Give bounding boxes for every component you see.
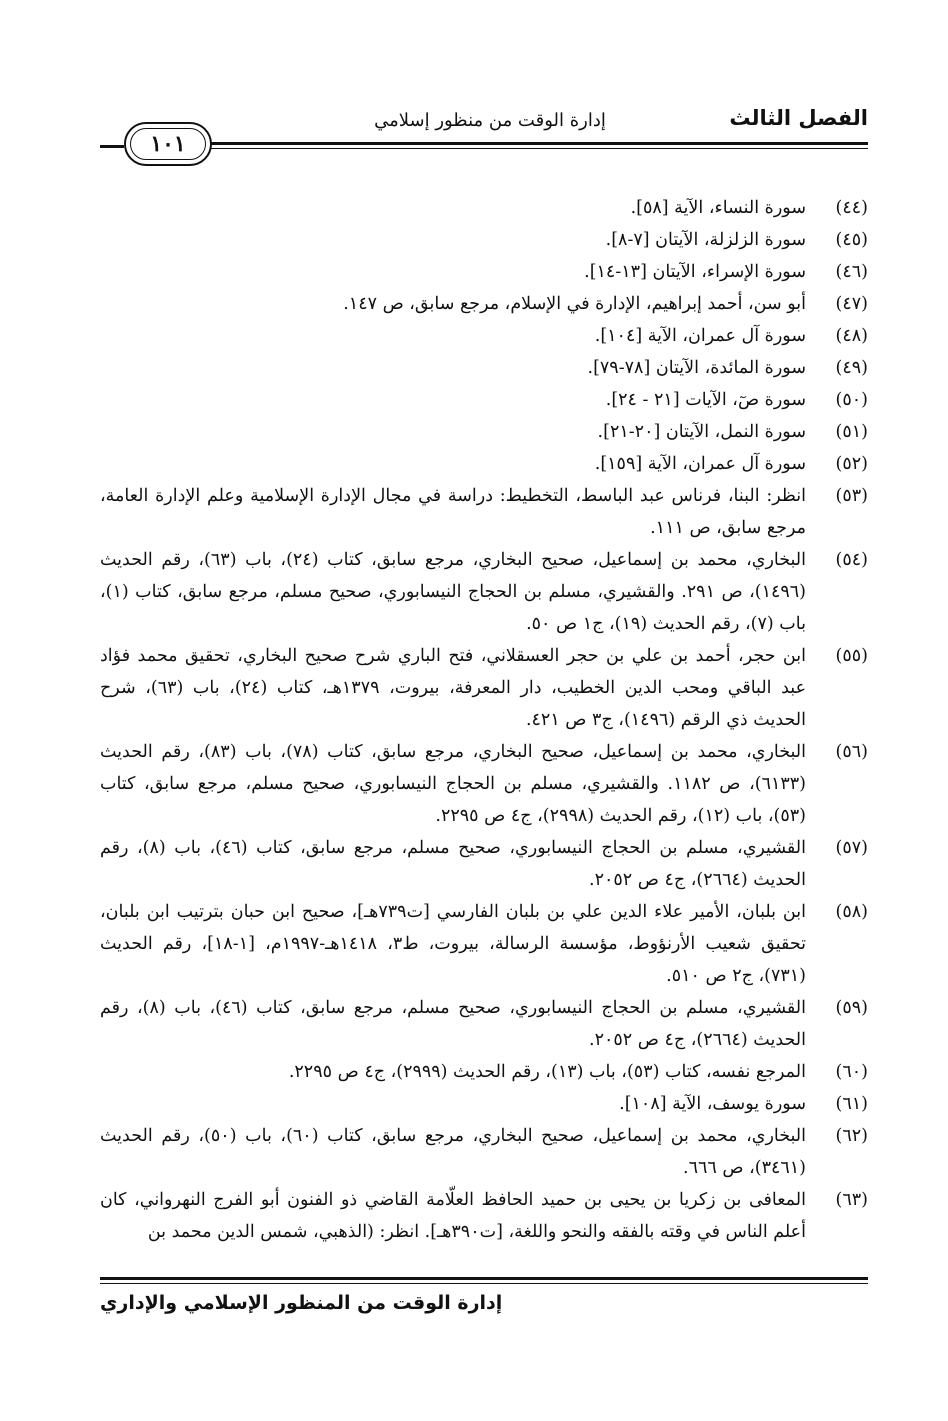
endnote [100,448,868,480]
endnote [100,544,868,640]
endnote [100,416,868,448]
note-text: سورة الإسراء، الآيتان [١٣-١٤]. [584,262,806,282]
note-number: (٥٢) [835,454,868,474]
endnote [100,192,868,224]
note-text: سورة آل عمران، الآية [١٠٤]. [594,326,806,346]
note-number: (٦٠) [835,1062,868,1082]
endnote [100,352,868,384]
note-number: (٥٦) [835,742,868,762]
note-text: المعافى بن زكريا بن يحيى بن حميد الحافظ العلّامة القاضي ذو الفنون أبو الفرج النهرواني، كان أعلم الناس في وقته بالفقه والنحو واللغة، [ت٣٩٠هـ]. انظر: (الذهبي، شمس الدين محمد بن [100,1190,806,1242]
endnote [100,288,868,320]
note-number: (٤٦) [835,262,868,282]
endnote [100,256,868,288]
note-number: (٥٩) [835,998,868,1018]
note-number: (٥٨) [835,902,868,922]
note-number: (٤٩) [835,358,868,378]
note-text: سورة النساء، الآية [٥٨]. [630,198,806,218]
note-number: (٤٧) [835,294,868,314]
endnote [100,992,868,1056]
note-number: (٤٥) [835,230,868,250]
note-text: البخاري، محمد بن إسماعيل، صحيح البخاري، مرجع سابق، كتاب (٧٨)، باب (٨٣)، رقم الحديث (٦١٣٣)، ص ١١٨٢. والقشيري، مسلم بن الحجاج النيسابوري، صحيح مسلم، مرجع سابق، كتاب (٥٣)، باب (١٢)، رقم الحديث (٢٩٩٨)، ج٤ ص ٢٢٩٥. [100,742,806,826]
note-text: ابن بلبان، الأمير علاء الدين علي بن بلبان الفارسي [ت٧٣٩هـ]، صحيح ابن حبان بترتيب ابن بلبان، تحقيق شعيب الأرنؤوط، مؤسسة الرسالة، بيروت، ط٣، ١٤١٨هـ-١٩٩٧م، [١-١٨]، رقم الحديث (٧٣١)، ج٢ ص ٥١٠. [100,902,807,986]
note-number: (٥٧) [835,838,868,858]
page-number-badge [124,122,212,166]
note-number: (٤٤) [835,198,868,218]
note-number: (٥٥) [835,646,868,666]
endnote [100,640,868,736]
note-text: المرجع نفسه، كتاب (٥٣)، باب (١٣)، رقم الحديث (٢٩٩٩)، ج٤ ص ٢٢٩٥. [288,1062,806,1082]
page-header [100,100,868,170]
note-text: سورة آل عمران، الآية [١٥٩]. [594,454,806,474]
endnote [100,384,868,416]
note-number: (٥١) [835,422,868,442]
note-text: سورة يوسف، الآية [١٠٨]. [619,1094,806,1114]
note-text: البخاري، محمد بن إسماعيل، صحيح البخاري، مرجع سابق، كتاب (٦٠)، باب (٥٠)، رقم الحديث (٣٤٦١)، ص ٦٦٦. [100,1126,806,1178]
header-rule-left [100,145,124,148]
note-text: القشيري، مسلم بن الحجاج النيسابوري، صحيح مسلم، مرجع سابق، كتاب (٤٦)، باب (٨)، رقم الحديث (٢٦٦٤)، ج٤ ص ٢٠٥٢. [100,838,806,890]
chapter-title: الفصل الثالث [729,106,868,130]
endnote [100,1120,868,1184]
endnote [100,736,868,832]
endnote [100,224,868,256]
endnotes-list [100,192,868,1248]
endnote [100,1088,868,1120]
note-text: ابن حجر، أحمد بن علي بن حجر العسقلاني، فتح الباري شرح صحيح البخاري، تحقيق محمد فؤاد عبد الباقي ومحب الدين الخطيب، دار المعرفة، بيروت، ١٣٧٩هـ، كتاب (٢٤)، باب (٦٣)، شرح الحديث ذي الرقم (١٤٩٦)، ج٣ ص ٤٢١. [100,646,807,730]
note-text: سورة الزلزلة، الآيتان [٧-٨]. [605,230,806,250]
note-text: سورة صٓ، الآيات [٢١ - ٢٤]. [605,390,806,410]
note-text: سورة النمل، الآيتان [٢٠-٢١]. [597,422,806,442]
note-number: (٥٤) [835,550,868,570]
endnote [100,480,868,544]
endnote [100,896,868,992]
endnote [100,320,868,352]
page-number-badge-inner [130,128,206,160]
note-number: (٦٢) [835,1126,868,1146]
running-title: إدارة الوقت من منظور إسلامي [374,110,606,131]
note-number: (٥٣) [835,486,868,506]
note-number: (٦١) [835,1094,868,1114]
note-text: أبو سن، أحمد إبراهيم، الإدارة في الإسلام، مرجع سابق، ص ١٤٧. [343,294,806,314]
note-number: (٤٨) [835,326,868,346]
footer-book-title: إدارة الوقت من المنظور الإسلامي والإداري [100,1292,503,1314]
endnote [100,1056,868,1088]
note-number: (٦٣) [835,1190,868,1210]
note-number: (٥٠) [835,390,868,410]
endnote [100,1184,868,1248]
note-text: سورة المائدة، الآيتان [٧٨-٧٩]. [587,358,806,378]
note-text: القشيري، مسلم بن الحجاج النيسابوري، صحيح مسلم، مرجع سابق، كتاب (٤٦)، باب (٨)، رقم الحديث (٢٦٦٤)، ج٤ ص ٢٠٥٢. [100,998,806,1050]
footer-rule [100,1277,868,1284]
header-rule [210,142,868,149]
note-text: انظر: البنا، فرناس عبد الباسط، التخطيط: دراسة في مجال الإدارة الإسلامية وعلم الإدارة العامة، مرجع سابق، ص ١١١. [100,486,806,538]
page-number: ١٠١ [150,131,186,157]
note-text: البخاري، محمد بن إسماعيل، صحيح البخاري، مرجع سابق، كتاب (٢٤)، باب (٦٣)، رقم الحديث (١٤٩٦)، ص ٢٩١. والقشيري، مسلم بن الحجاج النيسابوري، صحيح مسلم، مرجع سابق، كتاب (١)، باب (٧)، رقم الحديث (١٩)، ج١ ص ٥٠. [100,550,806,634]
endnote [100,832,868,896]
